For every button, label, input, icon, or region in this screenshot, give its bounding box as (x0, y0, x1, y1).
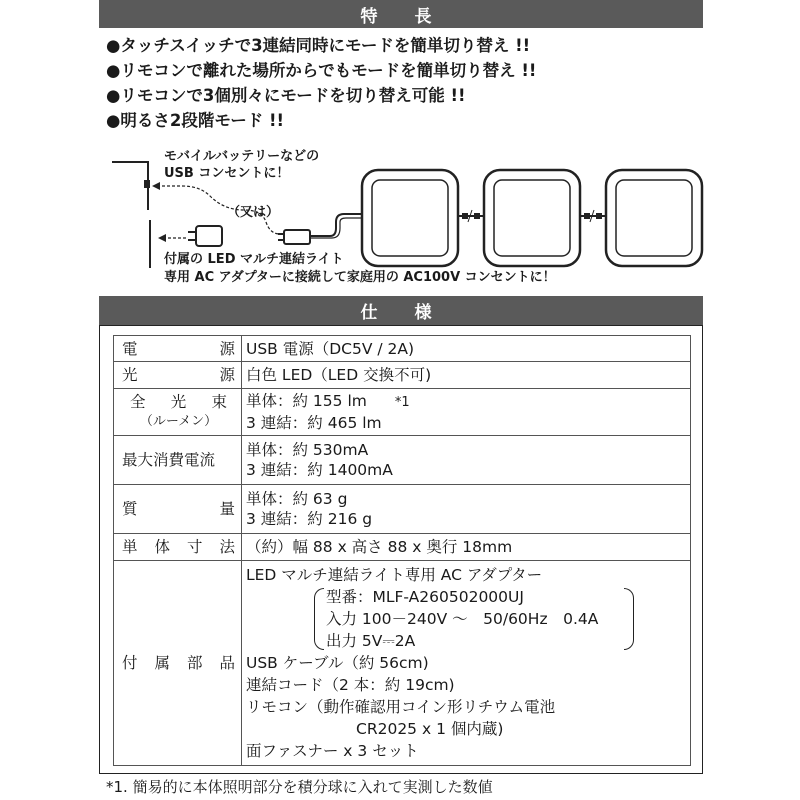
footnote: *1. 簡易的に本体照明部分を積分球に入れて実測した数値 (106, 778, 493, 796)
spec-row-light-source (114, 362, 691, 389)
connection-diagram (0, 130, 800, 296)
spec-row-mass (114, 485, 691, 534)
spec-value: 単体：約 63 g 3 連結：約 216 g (242, 485, 691, 534)
spec-row-accessories (114, 561, 691, 766)
usb-outlet-label-1: モバイルバッテリーなどの (164, 149, 320, 164)
accessory-label: 付属の LED マルチ連結ライト (164, 252, 344, 267)
feature-item: ●リモコンで3個別々にモードを切り替え可能 !! (106, 86, 466, 105)
features-list (106, 33, 706, 133)
specs-table (113, 335, 691, 766)
spec-row-max-current (114, 436, 691, 485)
spec-row-power (114, 336, 691, 362)
features-title: 特 長 (360, 6, 442, 27)
specs-title-bar (99, 296, 703, 325)
footnote-ref: *1 (394, 395, 410, 410)
features-title-bar (99, 0, 703, 28)
feature-item: ●明るさ2段階モード !! (106, 111, 285, 130)
spec-label: 電 源 (114, 336, 242, 362)
usb-outlet-label-2: USB コンセントに！ (164, 166, 290, 181)
spec-row-dimensions (114, 534, 691, 561)
spec-label: 光 源 (114, 362, 242, 389)
spec-value: 単体：約 155 lm *1 3 連結：約 465 lm (242, 389, 691, 436)
spec-row-luminous-flux (114, 389, 691, 436)
spec-label-sub: （ルーメン） (139, 414, 218, 429)
adapter-label: 専用 AC アダプターに接続して家庭用の AC100V コンセントに！ (164, 270, 556, 285)
spec-label: 最大消費電流 (114, 436, 242, 485)
spec-value: （約）幅 88 x 高さ 88 x 奥行 18mm (242, 534, 691, 561)
feature-item: ●リモコンで離れた場所からでもモードを簡単切り替え !! (106, 61, 537, 80)
spec-value: USB 電源（DC5V / 2A) (242, 336, 691, 362)
adapter-details: 型番：MLF-A260502000UJ 入力 100－240V ～ 50/60Hz 0.4A 出力 5V⎓2A (314, 586, 614, 652)
spec-value: LED マルチ連結ライト専用 AC アダプター 型番：MLF-A260502000UJ 入力 100－240V ～ 50/60Hz 0.4A 出力 5V⎓2A USB ケーブル（約 56cm) 連結コード（2 本：約 19cm) リモコン（動作確認用コイン形リチウム電池 CR2025 x 1 個内蔵) 面ファスナー x 3 セット (242, 561, 691, 766)
specs-title: 仕 様 (360, 303, 442, 323)
spec-label: 全 光 束 （ルーメン） (114, 389, 242, 436)
spec-value: 白色 LED（LED 交換不可) (242, 362, 691, 389)
spec-label: 付 属 部 品 (114, 561, 242, 766)
spec-label: 質 量 (114, 485, 242, 534)
bracket-left (314, 588, 324, 650)
or-label: （又は） (227, 205, 280, 220)
feature-item: ●タッチスイッチで3連結同時にモードを簡単切り替え !! (106, 36, 531, 55)
spec-label: 単 体 寸 法 (114, 534, 242, 561)
bracket-right (624, 588, 634, 650)
spec-value: 単体：約 530mA 3 連結：約 1400mA (242, 436, 691, 485)
